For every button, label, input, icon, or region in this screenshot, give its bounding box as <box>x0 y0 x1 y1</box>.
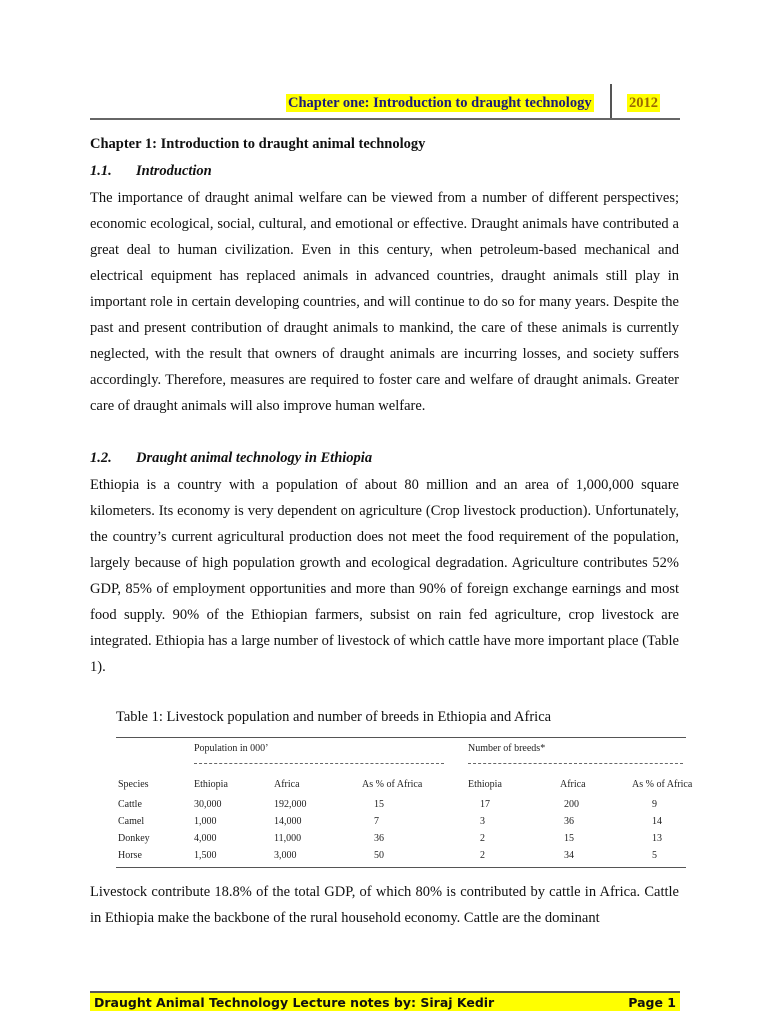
table-cell: 36 <box>374 833 384 844</box>
section-number: 1.1. <box>90 163 112 179</box>
closing-paragraph: Livestock contribute 18.8% of the total GDP, of which 80% is contributed by cattle in Africa. Cattle in Ethiopia make the backbone of the rural household economy. Cattle are the dominant <box>90 884 679 926</box>
column-header: Africa <box>274 779 300 790</box>
running-header <box>286 93 594 113</box>
column-header: Ethiopia <box>194 779 228 790</box>
group-underline-breeds <box>468 763 683 764</box>
footer-left: Draught Animal Technology Lecture notes by: Siraj Kedir <box>94 994 495 1010</box>
section-title: Draught animal technology in Ethiopia <box>136 450 373 466</box>
chapter-heading: Chapter 1: Introduction to draught animal technology <box>90 136 426 152</box>
table-cell: 7 <box>374 816 379 827</box>
table-row-label: Donkey <box>118 833 150 844</box>
introduction-paragraph: The importance of draught animal welfare can be viewed from a number of different perspectives; economic ecological, social, cultural, and emotional or effective. Draught animals have contributed a great deal to human civilization. Even in this century, when petroleum-based mechanical and electrical equipment has replaced animals in advanced countries, draught animals still play in important role in certain developing countries, and will continue to do so for many years. Despite the past and present contribution of draught animals to mankind, the care of these animals is currently neglected, with the result that owners of draught animals are incurring losses, and society suffers accordingly. Therefore, measures are required to foster care and welfare of draught animals. Greater care of draught animals will also improve human welfare. <box>90 190 679 414</box>
table-row-label: Horse <box>118 850 142 861</box>
group-underline-population <box>194 763 444 764</box>
table-cell: 14 <box>652 816 662 827</box>
table-cell: 15 <box>374 799 384 810</box>
table-cell: 3,000 <box>274 850 297 861</box>
table-cell: 5 <box>652 850 657 861</box>
group-header-population: Population in 000’ <box>194 743 269 754</box>
table-cell: 50 <box>374 850 384 861</box>
page-footer <box>90 991 680 1011</box>
table-cell: 30,000 <box>194 799 222 810</box>
header-year: 2012 <box>629 95 658 111</box>
header-separator <box>610 84 612 118</box>
header-rule <box>90 118 680 120</box>
table-cell: 36 <box>564 816 574 827</box>
table-cell: 17 <box>480 799 490 810</box>
column-header: As % of Africa <box>362 779 423 790</box>
table-bottom-rule <box>116 867 686 868</box>
table-cell: 13 <box>652 833 662 844</box>
table-cell: 2 <box>480 850 485 861</box>
section-heading-ethiopia <box>90 450 372 467</box>
table-cell: 1,000 <box>194 816 217 827</box>
column-header: As % of Africa <box>632 779 693 790</box>
column-header: Africa <box>560 779 586 790</box>
section-number: 1.2. <box>90 450 112 466</box>
table-cell: 192,000 <box>274 799 307 810</box>
column-header: Ethiopia <box>468 779 502 790</box>
header-title: Chapter one: Introduction to draught technology <box>288 95 592 111</box>
table-cell: 15 <box>564 833 574 844</box>
table-cell: 1,500 <box>194 850 217 861</box>
column-header: Species <box>118 779 149 790</box>
table-row-label: Camel <box>118 816 145 827</box>
table-cell: 2 <box>480 833 485 844</box>
table-caption: Table 1: Livestock population and number of breeds in Ethiopia and Africa <box>116 709 552 725</box>
footer-page-number: Page 1 <box>628 994 676 1010</box>
section-heading-introduction <box>90 163 212 180</box>
section-title: Introduction <box>136 163 212 179</box>
table-cell: 4,000 <box>194 833 217 844</box>
table-cell: 3 <box>480 816 485 827</box>
table-cell: 11,000 <box>274 833 302 844</box>
table-cell: 34 <box>564 850 574 861</box>
ethiopia-paragraph: Ethiopia is a country with a population of about 80 million and an area of 1,000,000 square kilometers. Its economy is very dependent on agriculture (Crop livestock production). Unfortunately, the country’s current agricultural production does not meet the food requirement of the population, largely because of high population growth and ecological degradation. Agriculture contributes 52% GDP, 85% of employment opportunities and more than 90% of foreign exchange earnings and most food supply. 90% of the Ethiopian farmers, subsist on rain fed agriculture, crop livestock are integrated. Ethiopia has a large number of livestock of which cattle have more important place (Table 1). <box>90 477 679 675</box>
table-cell: 200 <box>564 799 579 810</box>
table-cell: 14,000 <box>274 816 302 827</box>
group-header-breeds: Number of breeds* <box>468 743 546 754</box>
table-top-rule <box>116 737 686 738</box>
table-row-label: Cattle <box>118 799 142 810</box>
table-cell: 9 <box>652 799 657 810</box>
